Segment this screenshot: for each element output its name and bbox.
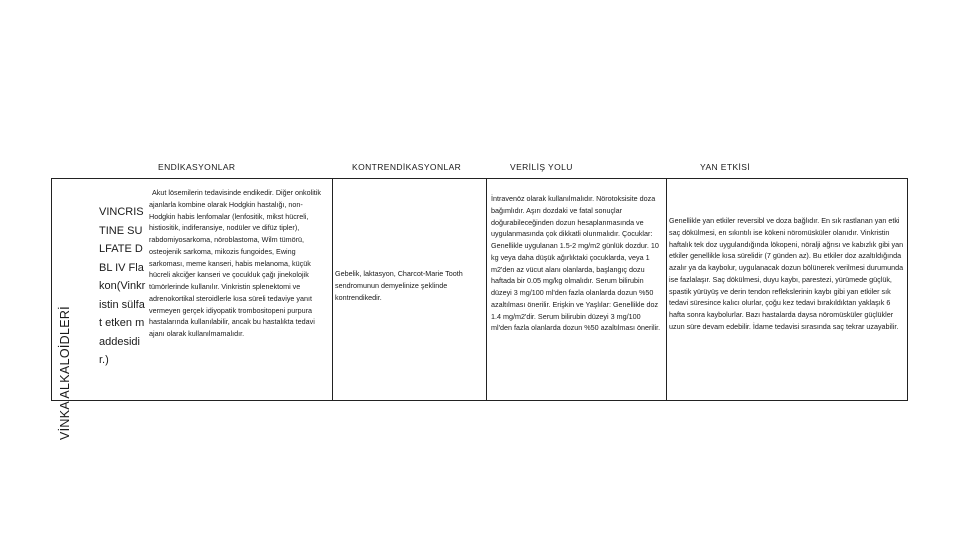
- column-divider: [486, 179, 487, 400]
- indications-cell: Akut lösemilerin tedavisinde endikedir. Diğer onkolitik ajanlarla kombine olarak Hodgkin hastalığı, non-Hodgkin habis lenfomalar (lenfositik, mikst hücreli, histiositik, indiferansiye, nodüler ve difüz tipler), rabdomiyosarkoma, nöroblastoma, Wilm tümörü, osteojenik sarkoma, mikozis fungoides, Ewing sarkoması, meme kanseri, habis melanoma, küçük hücreli akciğer kanseri ve çocukluk çağı jinekolojik tümörlerinde kullanılır. Vinkristin splenektomi ve adrenokortikal steroidlerle kısa süreli tedaviye yanıt vermeyen gerçek idiyopatik trombositopeni purpura hastalarında kullanılabilir, ancak bu hastalıkta tedavi ajanı olarak kullanılmamalıdır.: [149, 188, 321, 338]
- route-cell: İntravenöz olarak kullanılmalıdır. Nörotoksisite doza bağımlıdır. Aşırı dozdaki ve fatal sonuçlar doğurabileceğinden dozun hesaplanmasında ve uygulanmasında çok dikkatli olunmalıdır. Çocuklar: Genellikle uygulanan 1.5-2 mg/m2 günlük dozdur. 10 kg veya daha düşük ağırlıktaki çocuklarda, veya 1 m2'den az vücut alanı olanlarda, başlangıç dozu haftada bir 0.05 mg/kg olmalıdır. Serum bilirubin düzeyi 3 mg/100 ml'den fazla olanlarda dozun %50 azaltılması önerilir. Erişkin ve Yaşlılar: Genellikle doz 1.4 mg/m2'dir. Serum bilirubin düzeyi 3 mg/100 ml'den fazla olanlarda dozun %50 azaltılması önerilir.: [491, 194, 661, 333]
- header-indications: ENDİKASYONLAR: [158, 162, 236, 172]
- drug-name: VINCRISTINE SULFATE DBL IV Flakon(Vinkristin sülfat etken maddesidir.): [99, 206, 146, 366]
- contraindications-cell: Gebelik, laktasyon, Charcot-Marie Tooth sendromunun demyelinize şeklinde kontrendikedir.: [335, 269, 463, 302]
- header-side-effects: YAN ETKİSİ: [700, 162, 751, 172]
- header-contraindications: KONTRENDİKASYONLAR: [352, 162, 462, 172]
- column-divider: [666, 179, 667, 400]
- column-divider: [332, 179, 333, 400]
- group-label-vinca-alkaloids: VİNKA ALKALOİDLERİ: [58, 306, 72, 440]
- header-route: VERİLİŞ YOLU: [510, 162, 573, 172]
- drug-table: [51, 178, 908, 401]
- side-effects-cell: Genellikle yan etkiler reversibl ve doza bağlıdır. En sık rastlanan yan etki saç dökülmesi, en sıkıntılı ise kökeni nöromüsküler olanıdır. Vinkristin haftalık tek doz uygulandığında lökopeni, nöralji ağrısı ve kabızlık gibi yan etkiler genellikle kısa sürelidir (7 günden az). Bu etkiler doz azaltıldığında azalır ya da kaybolur, uygulanacak dozun bölünerek verilmesi durumunda ise fazlalaşır. Saç dökülmesi, duyu kaybı, parestezi, yürümede güçlük, spastik yürüyüş ve derin tendon reflekslerinin kaybı gibi yan etkiler sık tedavi süresince kalıcı olurlar, çoğu kez tedavi bırakıldıktan yaklaşık 6 hafta sonra kaybolurlar. Bazı hastalarda daysa nöromüsküler güçlükler uzun süre devam edebilir. İdame tedavisi sırasında saç tekrar uzayabilir.: [669, 216, 904, 331]
